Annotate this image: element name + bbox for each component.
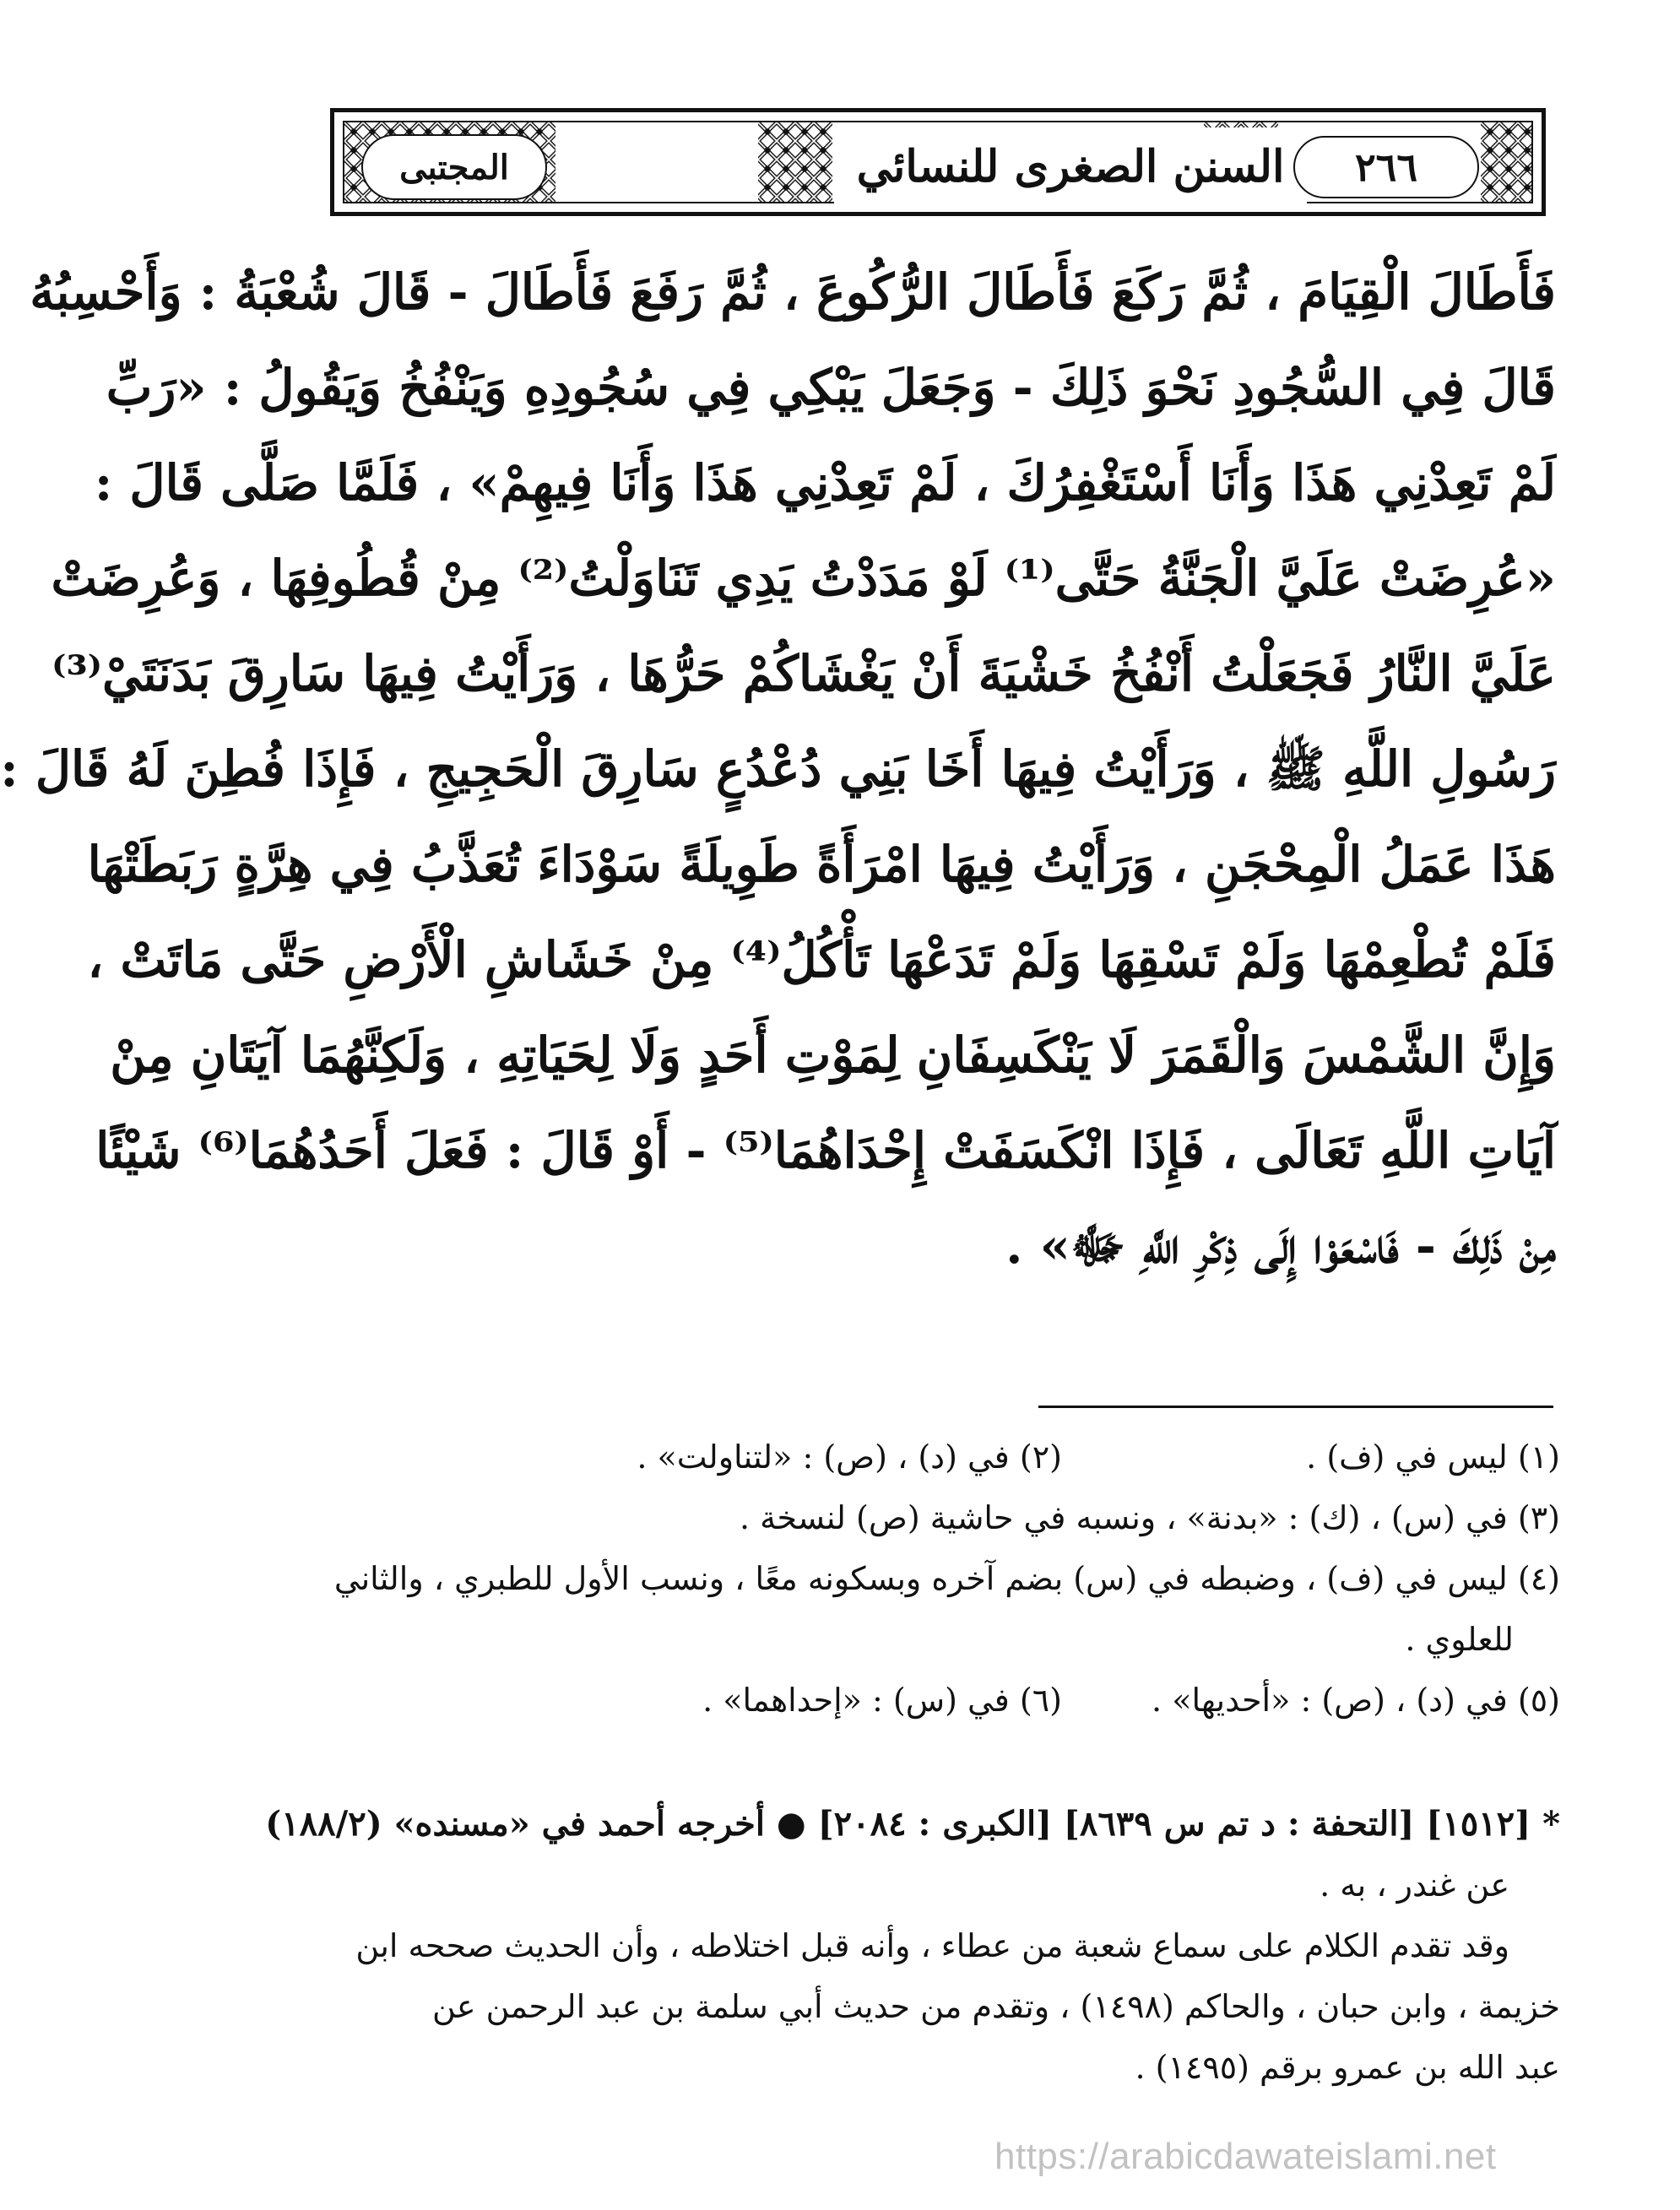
header-frame [343,121,1533,203]
footnote-2: (٢) في (د) ، (ص) : «لتناولت» . [637,1438,1062,1476]
page-number: ٢٦٦ [1293,136,1479,198]
takhrij-line: خزيمة ، وابن حبان ، والحاكم (١٤٩٨) ، وتقدم من حديث أبي سلمة بن عبد الرحمن عن [431,1988,1560,2025]
text-line: هَذَا عَمَلُ الْمِحْجَنِ ، وَرَأَيْتُ فِيهَا امْرَأَةً طَوِيلَةً سَوْدَاءَ تُعَذَّبُ فِي هِرَّةٍ رَبَطَتْهَا [87,836,1556,893]
takhrij-reference-text: [١٥١٢] [التحفة : د تم س ٨٦٣٩] [الكبرى : ٢٠٨٤] ● أخرجه أحمد في «مسنده» (١٨٨/٢) [265,1804,1531,1844]
text-line: «عُرِضَتْ عَلَيَّ الْجَنَّةُ حَتَّى⁽¹⁾ لَوْ مَدَدْتُ يَدِي تَنَاوَلْتُ⁽²⁾ مِنْ قُطُوفِهَا ، وَعُرِضَتْ [51,550,1556,607]
text-line: آيَاتِ اللَّهِ تَعَالَى ، فَإِذَا انْكَسَفَتْ إِحْدَاهُمَا⁽⁵⁾ - أَوْ قَالَ : فَعَلَ أَحَدُهُمَا⁽⁶⁾ شَيْئًا [95,1122,1556,1179]
footnotes [328,1427,1560,1731]
footnote-4-continued: للعلوي . [1405,1621,1514,1658]
book-title: السنن الصغرى للنسائي [834,127,1307,205]
takhrij-line: عن غندر ، به . [1320,1866,1509,1904]
footnote-3: (٣) في (س) ، (ك) : «بدنة» ، ونسبه في حاشية (ص) لنسخة . [739,1499,1560,1536]
text-line: عَلَيَّ النَّارُ فَجَعَلْتُ أَنْفُخُ خَشْيَةَ أَنْ يَغْشَاكُمْ حَرُّهَا ، وَرَأَيْتُ فِيهَا سَارِقَ بَدَنَتَيْ⁽³⁾ [51,645,1556,702]
ornament-right [1481,122,1531,202]
text-line: فَلَمْ تُطْعِمْهَا وَلَمْ تَسْقِهَا وَلَمْ تَدَعْهَا تَأْكُلُ⁽⁴⁾ مِنْ خَشَاشِ الْأَرْضِ حَتَّى مَاتَتْ ، [87,931,1556,989]
footnote-divider [1038,1406,1553,1408]
takhrij-line: عبد الله بن عمرو برقم (١٤٩٥) . [1135,2049,1560,2086]
watermark-url: https://arabicdawateislami.net [994,2136,1497,2177]
footnote-5: (٥) في (د) ، (ص) : «أحديها» . [1152,1682,1560,1719]
text-line: رَسُولِ اللَّهِ ﷺ ، وَرَأَيْتُ فِيهَا أَخَا بَنِي دُعْدُعٍ سَارِقَ الْحَجِيجِ ، فَإِذَا فُطِنَ لَهُ قَالَ : [0,740,1556,798]
takhrij-line: وقد تقدم الكلام على سماع شعبة من عطاء ، وأنه قبل اختلاطه ، وأن الحديث صححه ابن [355,1927,1509,1964]
text-line: لَمْ تَعِدْنِي هَذَا وَأَنَا أَسْتَغْفِرُكَ ، لَمْ تَعِدْنِي هَذَا وَأَنَا فِيهِمْ» ، فَلَمَّا صَلَّى قَالَ : [94,454,1556,512]
book-label: المجتبى [361,134,547,200]
page-header [330,108,1546,216]
footnote-row [328,1427,1560,1487]
footnote-row [328,1670,1560,1731]
asterisk-icon: * [1542,1804,1560,1844]
text-line: قَالَ فِي السُّجُودِ نَحْوَ ذَلِكَ - وَجَعَلَ يَبْكِي فِي سُجُودِهِ وَيَنْفُخُ وَيَقُولُ : «رَبِّ [106,359,1556,416]
hadith-text [0,245,1556,1294]
footnote-1: (١) ليس في (ف) . [1306,1438,1560,1476]
takhrij-reference [265,1794,1560,1855]
takhrij-section [265,1794,1560,2098]
text-line: فَأَطَالَ الْقِيَامَ ، ثُمَّ رَكَعَ فَأَطَالَ الرُّكُوعَ ، ثُمَّ رَفَعَ فَأَطَالَ - قَالَ شُعْبَةُ : وَأَحْسِبُهُ [30,263,1556,321]
text-line: وَإِنَّ الشَّمْسَ وَالْقَمَرَ لَا يَنْكَسِفَانِ لِمَوْتِ أَحَدٍ وَلَا لِحَيَاتِهِ ، وَلَكِنَّهُمَا آيَتَانِ مِنْ [110,1026,1556,1084]
footnote-4: (٤) ليس في (ف) ، وضبطه في (س) بضم آخره وبسكونه معًا ، ونسب الأول للطبري ، والثاني [333,1560,1560,1597]
text-line: مِنْ ذَلِكَ - فَاسْعَوْا إِلَى ذِكْرِ اللَّهِ ﷻ» . [1005,1217,1556,1275]
ornament-center-left [758,122,832,202]
footnote-6: (٦) في (س) : «إحداهما» . [702,1682,1062,1719]
